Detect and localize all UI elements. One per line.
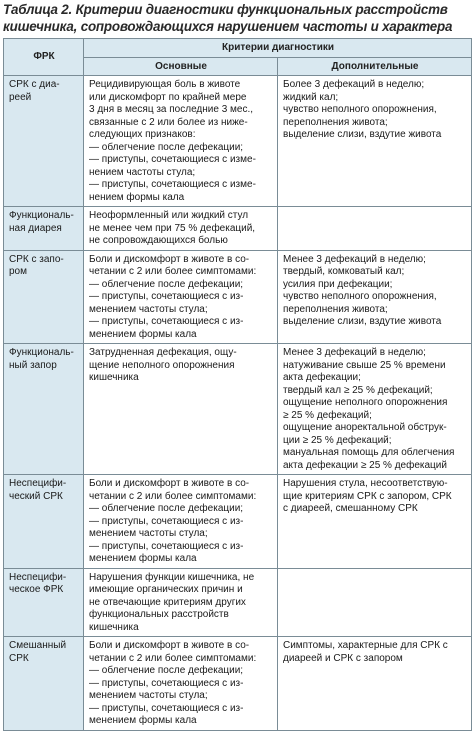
table-row [4,76,472,207]
table-title: Таблица 2. Критерии диагностики функциональных расстройств кишечника, сопровождающихся нарушением частоты и характера [3,2,453,34]
row-name: Смешанный СРК [4,637,84,731]
row-extra-criteria: Симптомы, характерные для СРК с диареей и СРК с запором [278,637,472,731]
row-extra-criteria [278,207,472,251]
row-extra-criteria: Менее 3 дефекаций в неделю; твердый, комковатый кал; усилия при дефекации; чувство неполного опорожнения, переполнения живота; выделение слизи, вздутие живота [278,250,472,344]
table-row [4,637,472,731]
row-main-criteria: Неоформленный или жидкий стул не менее чем при 75 % дефекаций, не сопровождающихся болью [84,207,278,251]
header-frk: ФРК [4,39,84,76]
row-main-criteria: Нарушения функции кишечника, не имеющие органических причин и не отвечающие критериям других функциональных расстройств кишечника [84,568,278,637]
row-main-criteria: Рецидивирующая боль в животе или дискомфорт по крайней мере 3 дня в месяц за последние 3 мес., связанные с 2 или более из ниже- следующих признаков: — облегчение после дефекации; — приступы, сочетающиеся с изме- нением частоты стула; — приступы, сочетающиеся с изме- нением формы кала [84,76,278,207]
table-row [4,344,472,475]
row-main-criteria: Затрудненная дефекация, ощу- щение неполного опорожнения кишечника [84,344,278,475]
table-row [4,568,472,637]
row-name: Неспецифи- ческий СРК [4,475,84,569]
row-extra-criteria [278,568,472,637]
row-main-criteria: Боли и дискомфорт в животе в со- четании с 2 или более симптомами: — облегчение после дефекации; — приступы, сочетающиеся с из- менением частоты стула; — приступы, сочетающиеся с из- менением формы кала [84,637,278,731]
row-name: Функциональ- ная диарея [4,207,84,251]
table-row [4,207,472,251]
header-extra: Дополнительные [278,57,472,76]
row-main-criteria: Боли и дискомфорт в животе в со- четании с 2 или более симптомами: — облегчение после дефекации; — приступы, сочетающиеся с из- менением частоты стула; — приступы, сочетающиеся с из- менением формы кала [84,475,278,569]
row-name: Функциональ- ный запор [4,344,84,475]
row-name: Неспецифи- ческое ФРК [4,568,84,637]
row-name: СРК с диа- реей [4,76,84,207]
row-extra-criteria: Менее 3 дефекаций в неделю; натуживание свыше 25 % времени акта дефекации; твердый кал ≥ 25 % дефекаций; ощущение неполного опорожнения ≥ 25 % дефекаций; ощущение аноректальной обструк- ции ≥ 25 % дефекаций; мануальная помощь для облегчения акта дефекации ≥ 25 % дефекаций [278,344,472,475]
table-row [4,250,472,344]
row-name: СРК с запо- ром [4,250,84,344]
diagnostic-criteria-table [3,38,472,731]
row-extra-criteria: Более 3 дефекаций в неделю; жидкий кал; чувство неполного опорожнения, переполнения живота; выделение слизи, вздутие живота [278,76,472,207]
row-extra-criteria: Нарушения стула, несоответствую- щие критериям СРК с запором, СРК с диареей, смешанному СРК [278,475,472,569]
row-main-criteria: Боли и дискомфорт в животе в со- четании с 2 или более симптомами: — облегчение после дефекации; — приступы, сочетающиеся с из- менением частоты стула; — приступы, сочетающиеся с из- менением формы кала [84,250,278,344]
header-criteria: Критерии диагностики [84,39,472,58]
header-main: Основные [84,57,278,76]
table-row [4,475,472,569]
